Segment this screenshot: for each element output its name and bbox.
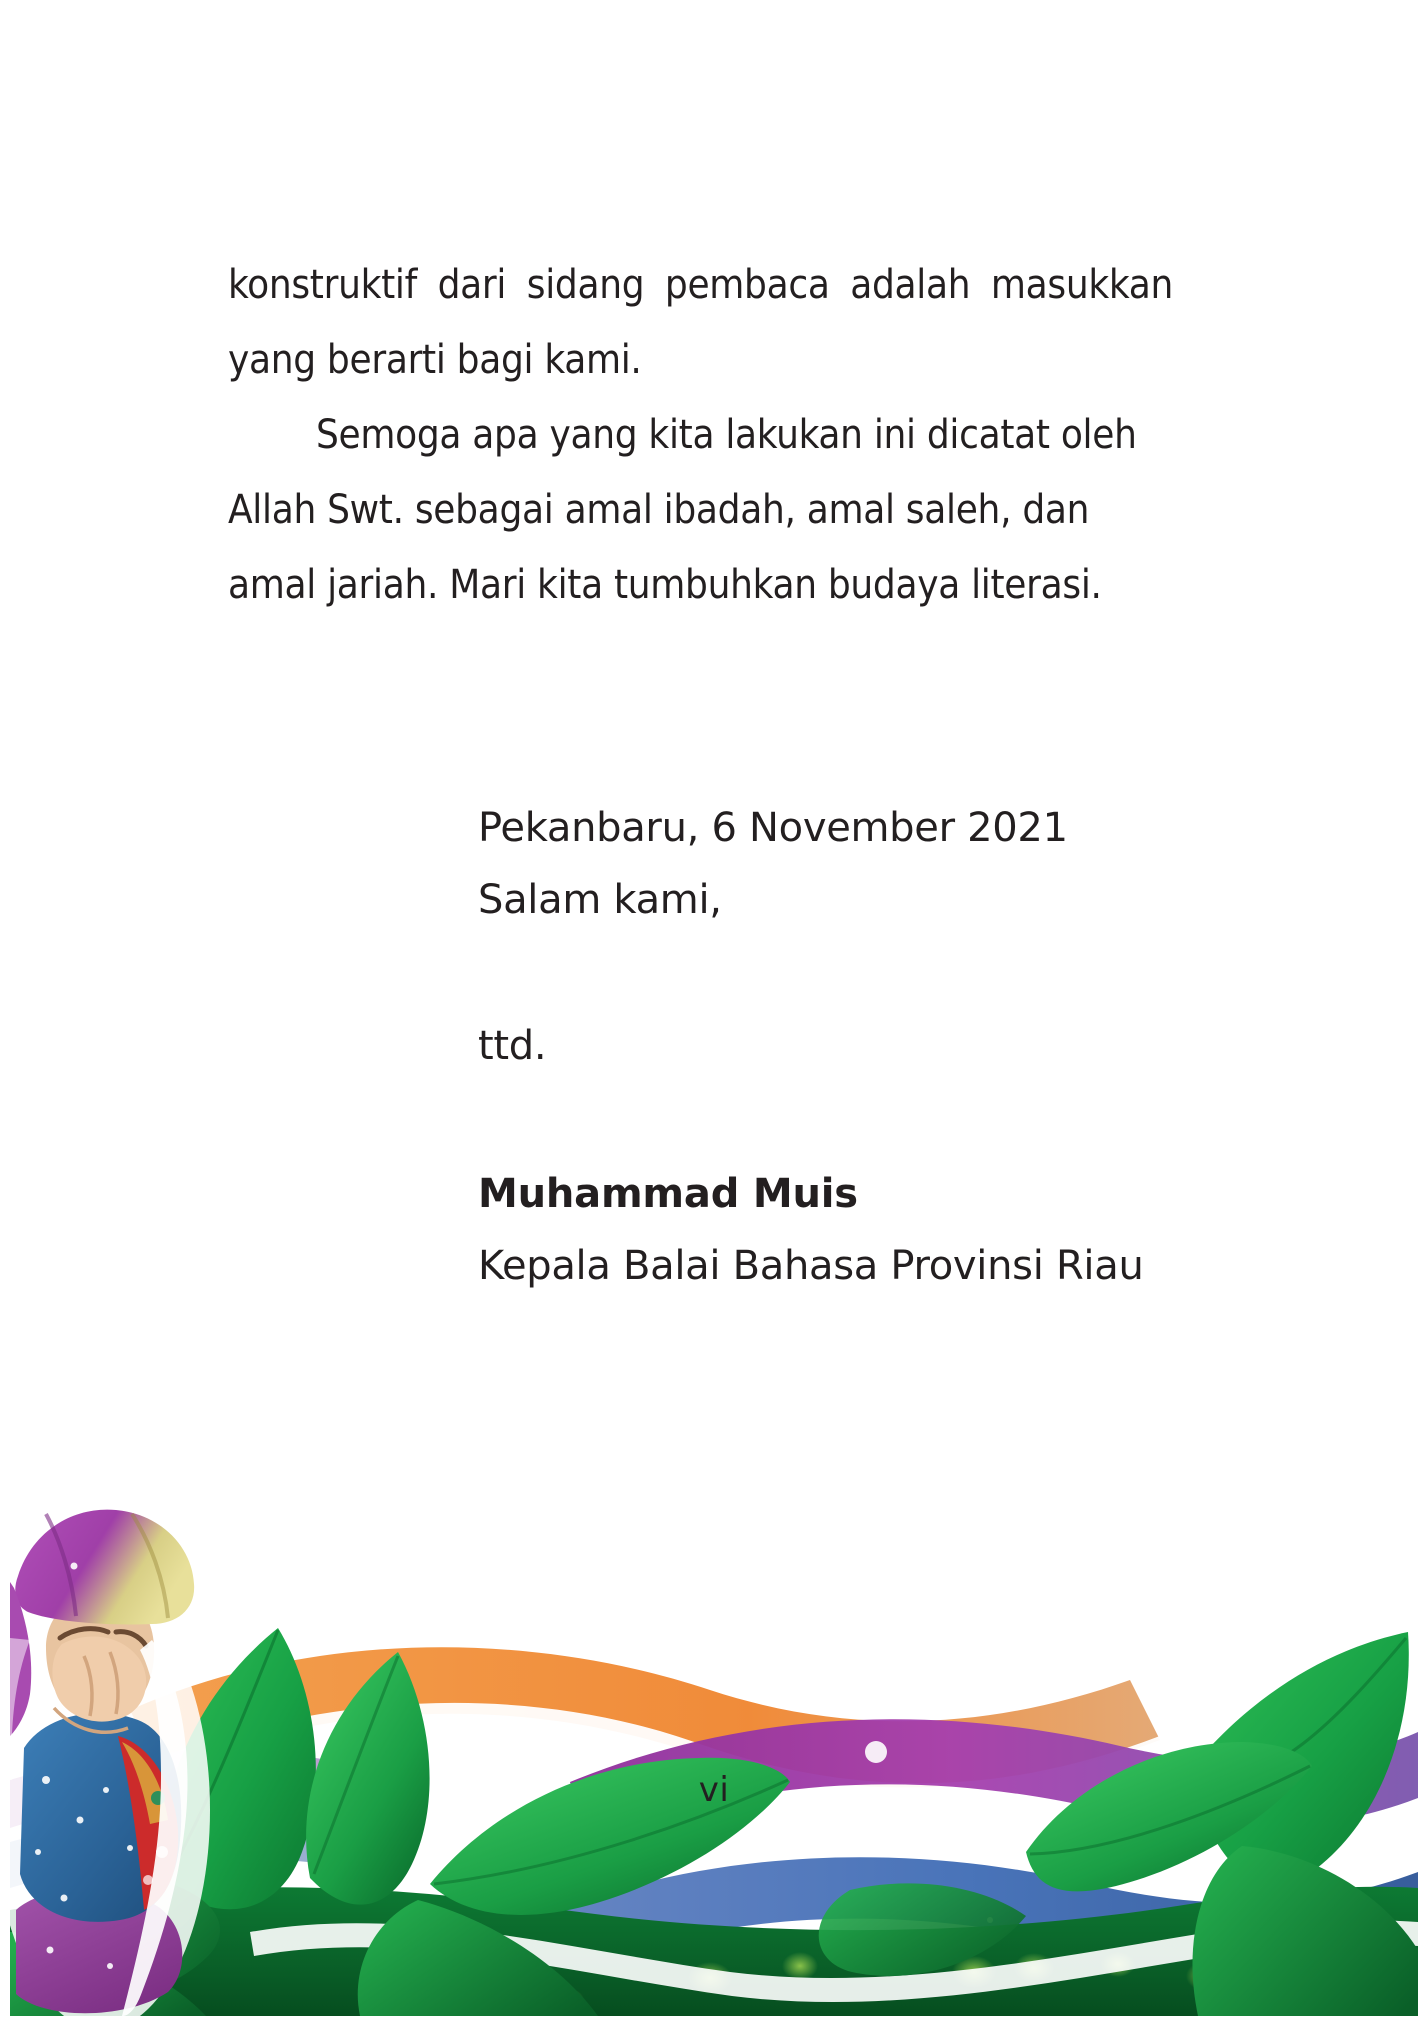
salutation: Salam kami, xyxy=(478,877,722,923)
footer-illustration xyxy=(10,1480,1418,2016)
place-and-date: Pekanbaru, 6 November 2021 xyxy=(478,805,1068,851)
page-number: vi xyxy=(698,1770,730,1810)
signatory-name: Muhammad Muis xyxy=(478,1171,858,1217)
signed-marker: ttd. xyxy=(478,1023,547,1069)
paragraph-2: Semoga apa yang kita lakukan ini dicatat oleh Allah Swt. sebagai amal ibadah, amal saleh, dan amal jariah. Mari kita tumbuhkan budaya literasi. xyxy=(228,412,1137,608)
signature-spacer-2 xyxy=(478,1082,1178,1158)
signatory-title: Kepala Balai Bahasa Provinsi Riau xyxy=(478,1243,1144,1289)
signature-spacer-1 xyxy=(478,936,1178,1010)
body-text-block xyxy=(228,248,1173,623)
signature-block xyxy=(478,792,1178,1302)
figure-weeping-character xyxy=(10,1510,210,2016)
paragraph-1: konstruktif dari sidang pembaca adalah masukkan yang berarti bagi kami. xyxy=(228,262,1173,383)
footer-illustration-svg xyxy=(10,1480,1418,2016)
